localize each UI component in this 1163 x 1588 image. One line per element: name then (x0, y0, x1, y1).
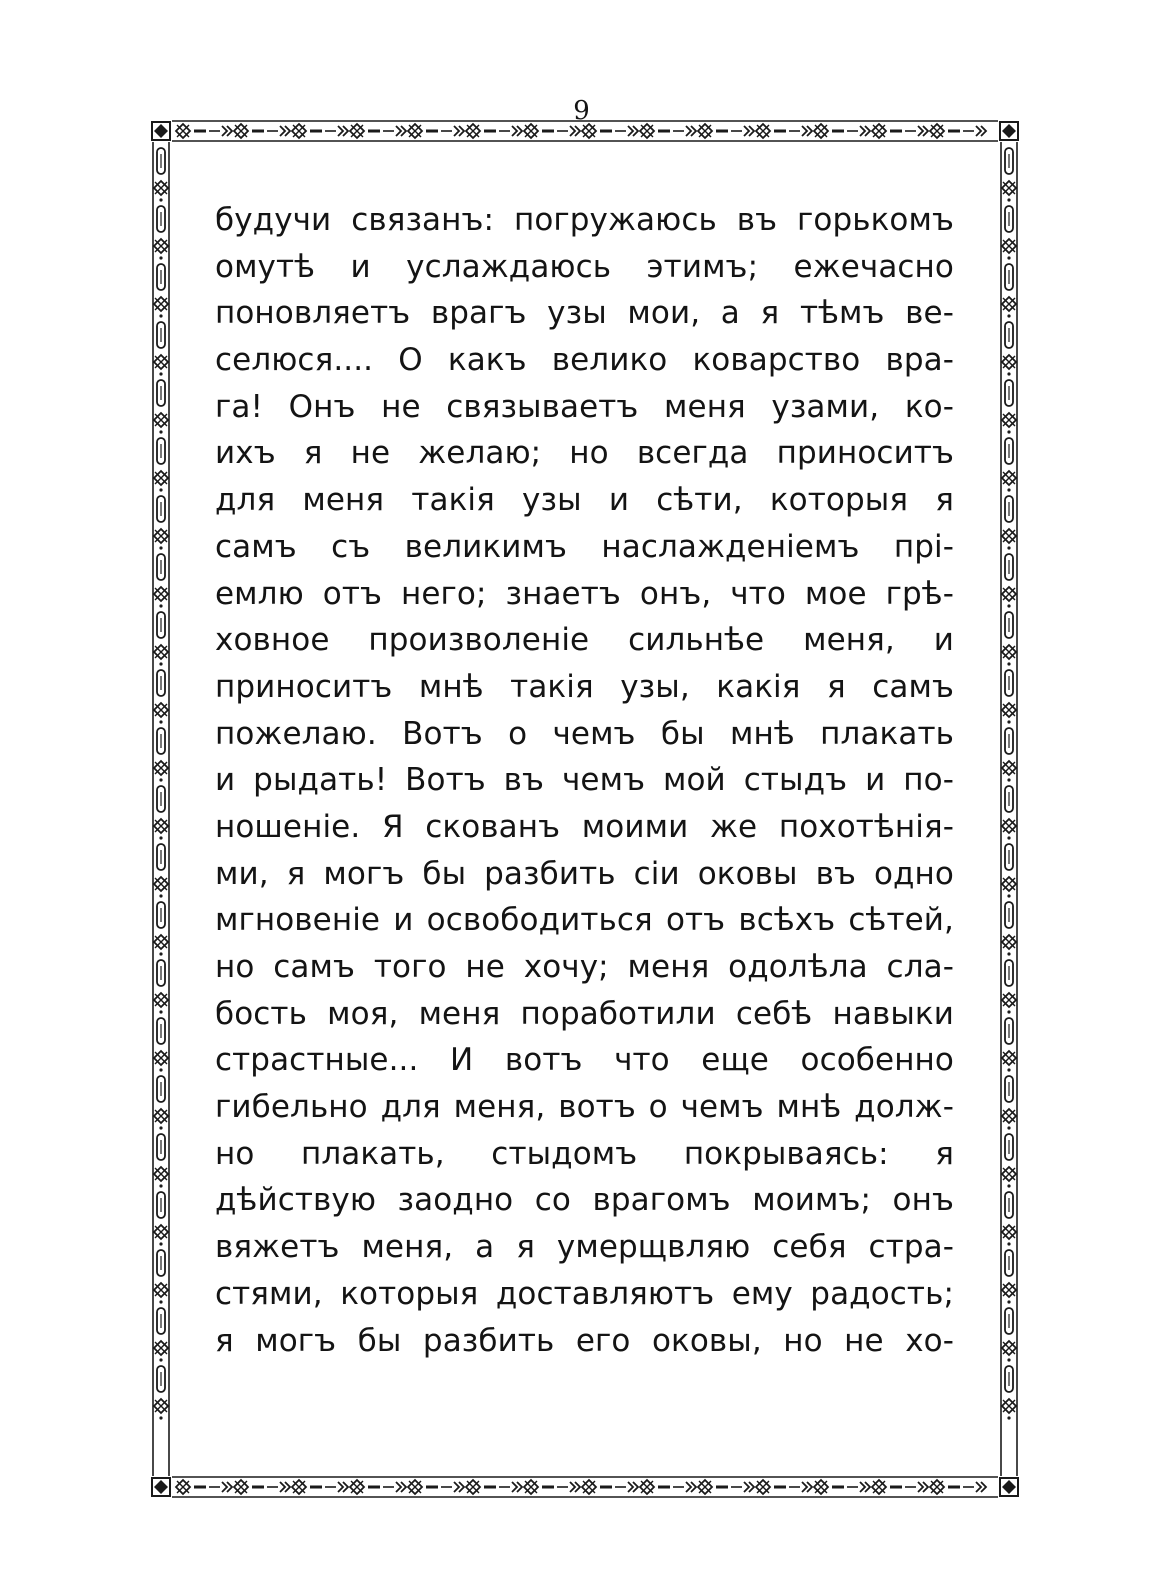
text-line: но самъ того не хочу; меня одолѣла сла- (215, 949, 954, 985)
top-band-chevron (686, 126, 691, 136)
right-band-dot (1007, 1242, 1010, 1245)
right-band-dot (1007, 894, 1010, 897)
right-band-dot (1007, 430, 1010, 433)
top-band-chevron (918, 126, 923, 136)
right-band-dot (1007, 952, 1010, 955)
right-band-dot (1007, 256, 1010, 259)
text-line: поновляетъ врагъ узы мои, а я тѣмъ ве- (215, 295, 954, 332)
text-line: пожелаю. Вотъ о чемъ бы мнѣ плакать (215, 715, 954, 752)
left-band-dot (159, 1358, 162, 1361)
left-band-dot (159, 1184, 162, 1187)
corner-rosette (154, 124, 168, 138)
left-band-dot (159, 778, 162, 781)
text-line: ми, я могъ бы разбить сіи оковы въ одно (215, 855, 954, 892)
right-band-dot (1007, 1300, 1010, 1303)
text-line: страстные... И вотъ что еще особенно (215, 1042, 954, 1079)
left-band-dot (159, 1010, 162, 1013)
top-band-chevron (744, 126, 749, 136)
bottom-band-chevron (686, 1482, 691, 1492)
left-band-dot (159, 314, 162, 317)
text-line: и рыдать! Вотъ въ чемъ мой стыдъ и по- (215, 762, 954, 799)
bottom-band-chevron (222, 1482, 227, 1492)
top-band-chevron (570, 126, 575, 136)
right-band-dot (1007, 314, 1010, 317)
top-band-chevron (396, 126, 401, 136)
bottom-band-chevron (396, 1482, 401, 1492)
bottom-band-chevron (628, 1482, 633, 1492)
right-band-dot (1007, 372, 1010, 375)
text-line: селюся.... О какъ велико коварство вра- (215, 342, 954, 379)
text-line: гибельно для меня, вотъ о чемъ мнѣ долж- (215, 1089, 954, 1126)
top-band-chevron (280, 126, 285, 136)
top-band-chevron (338, 126, 343, 136)
left-band-dot (159, 720, 162, 723)
text-line: бость моя, меня поработили себѣ навыки (215, 995, 954, 1032)
page-number: 9 (573, 96, 590, 126)
corner-rosette (1002, 1480, 1016, 1494)
text-line: ховное произволеніе сильнѣе меня, и (215, 622, 954, 659)
right-band-dot (1007, 1010, 1010, 1013)
text-line: для меня такія узы и сѣти, которыя я (215, 482, 954, 519)
bottom-band-chevron (918, 1482, 923, 1492)
text-line: стями, которыя доставляютъ ему радость; (215, 1275, 954, 1312)
text-line: я могъ бы разбить его оковы, но не хо- (215, 1322, 954, 1359)
right-band-dot (1007, 662, 1010, 665)
right-band-dot (1007, 1416, 1010, 1419)
text-line: ихъ я не желаю; но всегда приноситъ (215, 435, 954, 472)
bottom-band-chevron (338, 1482, 343, 1492)
right-band-dot (1007, 778, 1010, 781)
right-band-dot (1007, 720, 1010, 723)
top-band-chevron (222, 126, 227, 136)
text-line: мгновеніе и освободиться отъ всѣхъ сѣтей, (215, 902, 954, 939)
top-band-chevron (976, 126, 981, 136)
bottom-band-chevron (976, 1482, 981, 1492)
left-band-dot (159, 1416, 162, 1419)
top-band-chevron (802, 126, 807, 136)
left-band-dot (159, 662, 162, 665)
right-band-dot (1007, 1358, 1010, 1361)
text-line: емлю отъ него; знаетъ онъ, что мое грѣ- (215, 575, 954, 612)
left-band-dot (159, 1300, 162, 1303)
left-band-dot (159, 604, 162, 607)
top-band-chevron (454, 126, 459, 136)
bottom-band-chevron (802, 1482, 807, 1492)
bottom-band-chevron (280, 1482, 285, 1492)
main-text (215, 197, 954, 1364)
right-band-dot (1007, 1184, 1010, 1187)
text-line: самъ съ великимъ наслажденіемъ прі- (215, 528, 954, 565)
top-band-chevron (512, 126, 517, 136)
text-line: приноситъ мнѣ такія узы, какія я самъ (215, 668, 954, 705)
bottom-band-chevron (454, 1482, 459, 1492)
left-band-dot (159, 488, 162, 491)
left-band-dot (159, 836, 162, 839)
text-line: га! Онъ не связываетъ меня узами, ко- (215, 388, 954, 425)
corner-rosette (1002, 124, 1016, 138)
text-line: омутѣ и услаждаюсь этимъ; ежечасно (215, 248, 954, 285)
left-band-dot (159, 1242, 162, 1245)
right-band-dot (1007, 546, 1010, 549)
right-band-dot (1007, 1126, 1010, 1129)
right-band-dot (1007, 1068, 1010, 1071)
left-band-dot (159, 430, 162, 433)
bottom-band-chevron (744, 1482, 749, 1492)
left-band-dot (159, 1126, 162, 1129)
text-line: вяжетъ меня, а я умерщвляю себя стра- (215, 1229, 954, 1266)
top-band-chevron (860, 126, 865, 136)
text-line: но плакать, стыдомъ покрываясь: я (215, 1135, 954, 1172)
right-band-dot (1007, 198, 1010, 201)
left-band-dot (159, 372, 162, 375)
text-line: будучи связанъ: погружаюсь въ горькомъ (215, 202, 954, 238)
text-line: ношеніе. Я скованъ моими же похотѣнія- (215, 808, 954, 845)
right-band-dot (1007, 836, 1010, 839)
bottom-band-chevron (860, 1482, 865, 1492)
left-band-dot (159, 1068, 162, 1071)
left-band-dot (159, 894, 162, 897)
left-band-dot (159, 198, 162, 201)
top-band-chevron (628, 126, 633, 136)
left-band-dot (159, 546, 162, 549)
right-band-dot (1007, 488, 1010, 491)
bottom-band-chevron (570, 1482, 575, 1492)
left-band-dot (159, 256, 162, 259)
right-band-dot (1007, 604, 1010, 607)
corner-rosette (154, 1480, 168, 1494)
bottom-band-chevron (512, 1482, 517, 1492)
left-band-dot (159, 952, 162, 955)
text-line: дѣйствую заодно со врагомъ моимъ; онъ (215, 1182, 954, 1219)
